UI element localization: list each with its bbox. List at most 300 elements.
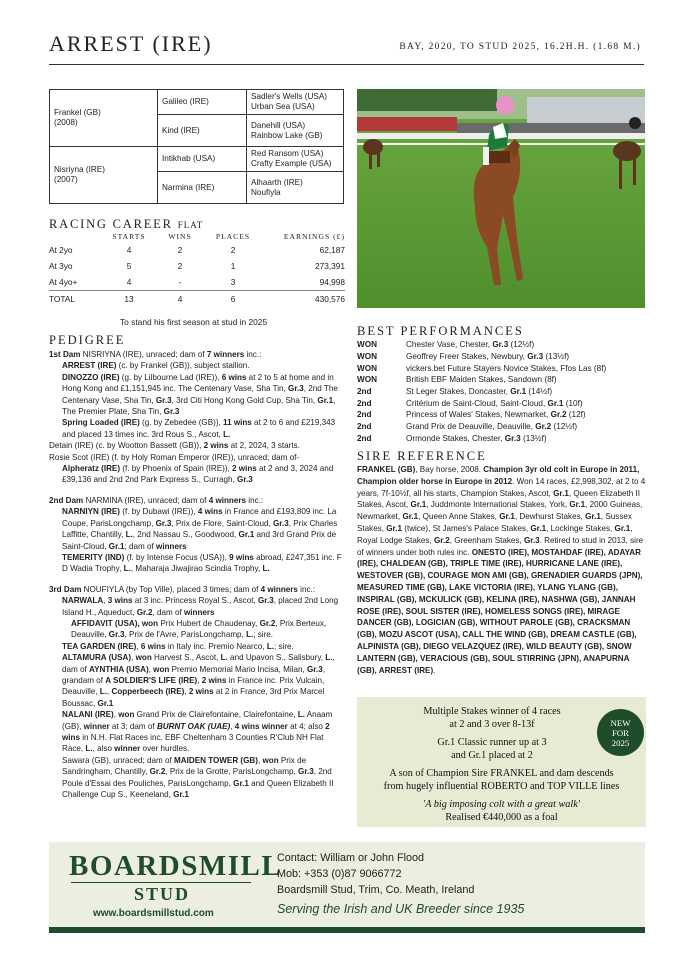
text: Sawara (GB), unraced; dam of xyxy=(62,755,175,765)
text: at 3 inc. Princess Royal S., Ascot, xyxy=(132,596,258,606)
text: at 2 in France, 3rd Prix Marcel Boussac, xyxy=(62,687,325,708)
row-label: At 4yo+ xyxy=(49,277,78,287)
horse-name: AFFIDAVIT (USA) xyxy=(71,618,138,628)
distance: (13½f) xyxy=(543,352,570,362)
text: , Prix Berteux, Deauville, xyxy=(71,618,327,640)
pedigree-entry: Rosie Scot (IRE) (f. by Holy Roman Emperor (IRE)), unraced; dam of- xyxy=(49,452,300,462)
grade: Gr.1 xyxy=(410,500,427,510)
text: , Dewhurst Stakes, xyxy=(514,512,586,522)
pedigree-text xyxy=(49,349,344,800)
pedigree-entry xyxy=(49,641,344,652)
grade: Gr.3 xyxy=(257,596,274,606)
grade: L. xyxy=(297,710,305,720)
distance: (14½f) xyxy=(526,387,553,397)
text: (c. by Frankel (GB)), subject stallion. xyxy=(116,361,250,371)
pedigree-entry xyxy=(49,652,344,709)
dam-label: 2nd Dam xyxy=(49,495,86,505)
text: at 2 to 6 and £219,343 and placed 13 times inc. 3rd Rous S., Ascot, xyxy=(62,418,336,439)
horse-name: NARNIYN (IRE) xyxy=(62,507,121,517)
cell-wins: 2 xyxy=(177,245,183,255)
horse-name: Alpheratz (IRE) xyxy=(62,464,121,474)
grade: Gr.1 xyxy=(547,398,564,408)
pedigree-entry xyxy=(49,755,344,801)
sire-sire-cell: Galileo (IRE) xyxy=(158,90,247,115)
grade: Gr.3 xyxy=(108,630,125,640)
text: , xyxy=(113,710,119,720)
horse-name: BURNT OAK (UAE) xyxy=(156,721,231,731)
text: , Maharaja Jiwajirao Scindia Trophy, xyxy=(130,564,263,574)
badge-text: FOR xyxy=(611,728,630,738)
text: (g. by Lilbourne Lad (IRE)), xyxy=(119,372,222,382)
bold-text: , won xyxy=(137,618,159,628)
cell-starts: 4 xyxy=(126,245,132,255)
bold-text: 6 wins xyxy=(221,372,247,382)
result: 2nd xyxy=(357,398,372,408)
horse-name: AYNTHIA (USA) xyxy=(89,664,149,674)
text: (twice), St James's Palace Stakes, xyxy=(402,523,531,533)
text: , Prix de Flore, Saint-Cloud, xyxy=(171,518,274,528)
bold-text: won xyxy=(118,710,135,720)
grade: Gr.2 xyxy=(149,767,166,777)
grade: L. xyxy=(266,641,275,651)
bold-text: 11 wins xyxy=(223,418,252,428)
promo-line: Multiple Stakes winner of 4 races xyxy=(423,706,561,717)
race: British EBF Maiden Stakes, Sandown (8f) xyxy=(406,375,557,385)
cell-earnings: 430,576 xyxy=(261,291,345,308)
grade: L. xyxy=(85,744,93,754)
sire-dam-parents-cell: Danehill (USA) Rainbow Lake (GB) xyxy=(247,115,344,147)
text: at 2 to 5 at home and in Hong Kong and £1,151,945 inc. The Centenary Vase, Sha Tin, xyxy=(62,372,334,394)
bold-text: won xyxy=(135,653,152,663)
grade: Gr.3 xyxy=(492,340,509,350)
horse-name: TEMERITY (IND) xyxy=(62,552,125,562)
dam-label: 3rd Dam xyxy=(49,584,84,594)
text: in Italy inc. Premio Nearco, xyxy=(165,641,267,651)
text: , 2000 Guineas, Newmarket, xyxy=(357,500,643,522)
bold-text: winner xyxy=(259,721,288,731)
pedigree-entry xyxy=(49,360,344,371)
bold-text: 7 winners xyxy=(206,350,245,359)
cell-places: 3 xyxy=(230,277,236,287)
text: and Upavon S., Salisbury, xyxy=(227,653,326,663)
grade: Gr.1 xyxy=(97,698,114,708)
grade: Gr.3 xyxy=(504,433,521,443)
horse-photo xyxy=(357,89,645,308)
first-dam-line xyxy=(49,349,344,360)
text: , Sussex Stakes, xyxy=(357,512,632,533)
grade: Gr.3 xyxy=(288,384,304,394)
table-row xyxy=(357,421,606,433)
horse-name: Spring Loaded (IRE) xyxy=(62,418,140,428)
promo-line: A son of Champion Sire FRANKEL and dam descends xyxy=(389,768,614,779)
bold-text: won xyxy=(262,755,279,765)
grade: Gr.2 xyxy=(433,535,450,545)
text: Anaam (GB), xyxy=(62,710,333,731)
result: WON xyxy=(357,340,378,350)
dam-sire-parents-cell: Red Ransom (USA) Crafty Example (USA) xyxy=(247,147,344,172)
text: , Queen Anne Stakes, xyxy=(418,512,500,522)
text: , dam of xyxy=(152,607,184,617)
text: , 2nd Nassau S., Goodwood, xyxy=(132,530,239,540)
text: Grand Prix de Clairefontaine, Clairefontaine, xyxy=(134,710,298,720)
horse-name: NALANI (IRE) xyxy=(62,710,114,720)
grade: Gr.1 xyxy=(386,523,402,533)
bold-text: winner xyxy=(114,744,141,754)
result: 2nd xyxy=(357,433,372,443)
dam-label: 1st Dam xyxy=(49,350,83,359)
race: Critérium de Saint-Cloud, Saint-Cloud, xyxy=(406,398,548,408)
horse-name: A SOLDIER'S LIFE (IRE) xyxy=(105,675,198,685)
website-link[interactable]: www.boardsmillstud.com xyxy=(93,908,214,919)
cell-places: 2 xyxy=(230,245,236,255)
page-title: ARREST (IRE) xyxy=(49,31,213,56)
text: , Lockinge Stakes, xyxy=(546,523,615,533)
text: , xyxy=(107,687,112,697)
dam-sire-cell: Intikhab (USA) xyxy=(158,147,247,172)
logo-divider xyxy=(71,882,251,883)
text: , xyxy=(197,675,202,685)
text: NISRIYNA (IRE), unraced; dam of xyxy=(82,350,207,359)
text: , grandam of xyxy=(62,664,325,685)
bold-text: winners xyxy=(183,607,215,617)
grade: Gr.1 xyxy=(510,387,527,397)
table-row xyxy=(357,362,606,374)
result: 2nd xyxy=(357,387,372,397)
text: inc.: xyxy=(246,495,264,505)
text: over hurdles. xyxy=(140,744,190,754)
text: and Queen Elizabeth II Challenge Cup S., Keeneland, xyxy=(62,778,334,800)
text: , Prix Charles Laffitte, Chantilly, xyxy=(62,518,338,540)
grade: Gr.1 xyxy=(530,523,547,533)
logo-stud: STUD xyxy=(134,884,191,904)
table-row xyxy=(357,339,606,351)
table-row xyxy=(49,258,345,274)
text: , The Premier Plate, Sha Tin, xyxy=(62,395,336,417)
table-row xyxy=(357,386,606,398)
cell-starts: 4 xyxy=(126,277,132,287)
text: , Greenham Stakes, xyxy=(449,535,524,545)
horse-name: MAIDEN TOWER (GB) xyxy=(174,755,258,765)
text: at 4; also xyxy=(287,721,326,731)
col-starts: STARTS xyxy=(112,232,146,241)
table-row xyxy=(357,397,606,409)
promo-line: at 2 and 3 over 8-13f xyxy=(449,719,535,730)
row-label: At 3yo xyxy=(49,261,73,271)
text: , Royal Lodge Stakes, xyxy=(357,523,633,545)
text: in N.H. Flat Races inc. EBF Cheltenham 3 Counties R'Club NH Flat Race, xyxy=(62,733,324,754)
cell-starts: 5 xyxy=(126,261,132,271)
text: , Juddmonte International Stakes, York, xyxy=(426,500,570,510)
bold-text: winners xyxy=(156,541,187,551)
badge-text: 2025 xyxy=(611,738,630,748)
grade: L. xyxy=(99,687,107,697)
distance: (12½f) xyxy=(508,340,535,350)
text: ; sire. xyxy=(274,641,294,651)
grade: L. xyxy=(123,564,131,574)
pedigree-heading: PEDIGREE xyxy=(49,333,126,347)
text: ; sire. xyxy=(253,630,274,640)
text: , Prix de la Grotte, ParisLongchamp, xyxy=(165,767,299,777)
best-performances-heading: BEST PERFORMANCES xyxy=(357,324,524,338)
sire-reference-heading: SIRE REFERENCE xyxy=(357,449,487,463)
grade: Gr.3 xyxy=(298,767,314,777)
racing-career-title: RACING CAREER xyxy=(49,217,173,231)
col-places: PLACES xyxy=(215,232,251,241)
text: NARMINA (IRE), unraced; dam of xyxy=(85,495,209,505)
promo-line: Realised €440,000 as a foal xyxy=(445,812,558,823)
racing-career-table xyxy=(49,231,345,307)
sire-cell: Frankel (GB) (2008) xyxy=(50,90,158,147)
grade: Gr.1 xyxy=(108,541,125,551)
text: . Retired to stud in 2013, sire of winners under both rules inc. xyxy=(357,535,644,557)
pedigree-table xyxy=(49,89,344,204)
text: , 2nd Poule d'Essai des Pouliches, ParisLongchamp, xyxy=(62,767,332,788)
dam-dam-parents-cell: Alhaarth (IRE) Noufiyla xyxy=(247,172,344,204)
bold-text: 4 wins xyxy=(197,507,223,517)
text: , Bay horse, 2008. xyxy=(415,465,484,474)
result: 2nd xyxy=(357,410,372,420)
header-divider xyxy=(49,64,644,65)
bold-text: 2 wins xyxy=(201,675,227,685)
bold-text: 2 wins xyxy=(203,441,229,451)
pedigree-entry xyxy=(49,618,344,641)
text: . Won 14 races, £2,998,302, at 2 to 4 years, 7f-10½f, all his starts, Champion Stakes, Ascot, xyxy=(357,476,646,498)
result: 2nd xyxy=(357,422,372,432)
footer xyxy=(49,842,645,933)
bold-text: 4 winners xyxy=(208,495,247,505)
grade: Gr.3 xyxy=(163,407,180,417)
text: , Prix de l'Avre, ParisLongchamp, xyxy=(124,630,247,640)
text: (g. by Zebedee (GB)), xyxy=(139,418,224,428)
tagline: Serving the Irish and UK Breeder since 1935 xyxy=(277,902,525,916)
grade: Gr.1 xyxy=(317,395,334,405)
promo-line: from hugely influential ROBERTO and TOP VILLE lines xyxy=(383,781,620,792)
promo-quote: 'A big imposing colt with a great walk' xyxy=(423,799,580,810)
grade: L. xyxy=(223,429,231,439)
distance: (13½f) xyxy=(520,433,547,443)
bold-text: 4 wins xyxy=(234,721,260,731)
grade: Gr.3 xyxy=(523,535,540,545)
grade: Gr.1 xyxy=(553,488,569,498)
grade: Gr.2 xyxy=(136,607,153,617)
text: , xyxy=(136,641,141,651)
text: , 3rd Citi Hong Kong Gold Cup, Sha Tin, xyxy=(171,395,318,405)
text: , xyxy=(184,687,189,697)
horse-name: DINOZZO (IRE) xyxy=(62,372,120,382)
horse-name: TEA GARDEN (IRE) xyxy=(62,641,137,651)
pedigree-entry xyxy=(49,417,344,440)
row-label: At 2yo xyxy=(49,245,73,255)
table-row xyxy=(49,242,345,258)
text: Prix de Sandringham, Chantilly, xyxy=(62,755,307,777)
result: WON xyxy=(357,352,378,362)
text: in France and £193,809 inc. La Coupe, ParisLongchamp, xyxy=(62,507,337,528)
pedigree-entry xyxy=(49,440,344,451)
pedigree-entry xyxy=(49,372,344,418)
bold-text: won xyxy=(153,664,170,674)
cell-wins: 2 xyxy=(177,261,183,271)
result: WON xyxy=(357,375,378,385)
result: WON xyxy=(357,363,378,373)
text: ; dam of xyxy=(124,541,157,551)
grade: Gr.2 xyxy=(259,618,276,628)
horse-name: ALTAMURA (USA) xyxy=(62,653,132,663)
page-subtitle: BAY, 2020, TO STUD 2025, 16.2H.H. (1.68 M.) xyxy=(399,42,641,52)
contact-block xyxy=(277,850,474,898)
dam-cell: Nisriyna (IRE) (2007) xyxy=(50,147,158,204)
race: Ormonde Stakes, Chester, xyxy=(406,433,505,443)
horse-name: Copperbeech (IRE) xyxy=(111,687,185,697)
text: , xyxy=(131,653,136,663)
text: (f. by Phoenix of Spain (IRE)), xyxy=(120,464,233,474)
contact-names: Contact: William or John Flood xyxy=(277,852,425,864)
pedigree-entry xyxy=(49,552,344,575)
pedigree-entry xyxy=(49,709,344,755)
text: , xyxy=(257,755,263,765)
race: Grand Prix de Deauville, Deauville, xyxy=(406,422,536,432)
sire-name: FRANKEL (GB) xyxy=(357,465,416,474)
text: at 2, 2024, 3 starts. xyxy=(228,441,300,451)
text: , xyxy=(230,721,235,731)
grade: L. xyxy=(262,564,270,574)
horse-name: ARREST (IRE) xyxy=(62,361,117,371)
cell-earnings: 94,998 xyxy=(319,277,345,287)
best-performances-table xyxy=(357,339,606,444)
grade: Gr.1 xyxy=(238,530,255,540)
race: vickers.bet Future Stayers Novice Stakes, Ffos Las (8f) xyxy=(406,363,607,373)
sire-dam-cell: Kind (IRE) xyxy=(158,115,247,147)
grade: Gr.1 xyxy=(569,500,586,510)
grade: Gr.3 xyxy=(237,475,253,485)
text: Harvest S., Ascot, xyxy=(151,653,221,663)
grade: L. xyxy=(125,530,133,540)
bold-text: 9 wins xyxy=(229,552,254,562)
race: Princess of Wales' Stakes, Newmarket, xyxy=(406,410,551,420)
horse-name: NARWALA xyxy=(62,596,104,606)
grade: Gr.3 xyxy=(306,664,323,674)
race: St Leger Stakes, Doncaster, xyxy=(406,387,511,397)
grade: L. xyxy=(220,653,228,663)
second-dam-line xyxy=(49,495,344,506)
text: at 2 and 3, 2024 and £39,136 and 2nd 2nd Park Express S., Curragh, xyxy=(62,464,334,485)
text: and 3rd Grand Prix de Saint-Cloud, xyxy=(62,530,337,551)
pedigree-entry xyxy=(49,595,344,618)
contact-address: Boardsmill Stud, Trim, Co. Meath, Ireland xyxy=(277,884,475,896)
text: , xyxy=(148,664,154,674)
promo-line: and Gr.1 placed at 2 xyxy=(451,750,533,761)
text: Premio Memorial Mario Incisa, Milan, xyxy=(169,664,307,674)
cell-places: 6 xyxy=(205,291,261,308)
grade: Gr.3 xyxy=(155,518,172,528)
text: NOUFIYLA (by Top Ville), placed 3 times; dam of xyxy=(83,584,261,594)
pedigree-entry xyxy=(49,463,344,486)
cell-places: 1 xyxy=(230,261,236,271)
text: , placed 2nd Long Island H., Aqueduct, xyxy=(62,596,339,617)
bold-text: Champion 3yr old colt in Europe in 2011, Champion older horse in Europe in 2012 xyxy=(357,465,640,486)
bold-text: winner xyxy=(83,721,110,731)
grade: Gr.1 xyxy=(614,523,631,533)
promo-box xyxy=(357,697,646,827)
row-label: TOTAL xyxy=(49,291,103,308)
grade: Gr.3 xyxy=(273,518,289,528)
cell-starts: 13 xyxy=(103,291,155,308)
stud-note: To stand his first season at stud in 2025 xyxy=(120,317,268,327)
progeny-list: ONESTO (IRE), MOSTAHDAF (IRE), ADAYAR (IRE), CHALDEAN (GB), TRIPLE TIME (IRE), HURRICANE LANE (IRE), WESTOVER (GB), COURAGE MON AMI (GB), GRENADIER GUARDS (JPN), MEASURED TIME (GB), LAKE VICTORIA (IRE), YLANG YLANG (GB), INSPIRAL (GB), MCKULICK (GB), KELINA (IRE), NASHWA (GB), JANNAH ROSE (IRE), SOUL SISTER (IRE), HOMELESS SONGS (IRE), MIRAGE DANCER (GB), LOGICIAN (GB), WITHOUT PAROLE (GB), CRACKSMAN (GB), MOZU ASCOT (USA), CALL THE WIND (GB), DREAM CASTLE (GB), ALPINISTA (GB), DIEGO VELAZQUEZ (IRE), WILD BEAUTY (GB), SNOW LANTERN (GB), VERACIOUS (GB), SOUL STIRRING (JPN), ANAPURNA (GB), ARREST (IRE) xyxy=(357,547,643,675)
table-row xyxy=(357,374,606,386)
table-row xyxy=(357,409,606,421)
cell-wins: 4 xyxy=(155,291,205,308)
text: , xyxy=(103,596,108,606)
grade: Gr.1 xyxy=(173,790,189,800)
racing-career-heading xyxy=(49,217,203,232)
cell-earnings: 62,187 xyxy=(319,245,345,255)
grade: Gr.1 xyxy=(233,778,249,788)
text: , dam of xyxy=(62,653,335,674)
grade: L. xyxy=(246,630,254,640)
text: Detain (IRE) (c. by Wootton Bassett (GB)), xyxy=(49,441,204,451)
grade: L. xyxy=(325,653,333,663)
grade: Gr.1 xyxy=(585,512,601,522)
text: . xyxy=(433,665,436,675)
logo-boardsmill: BOARDSMILL xyxy=(69,850,283,882)
cell-wins: - xyxy=(178,277,182,287)
table-row xyxy=(357,433,606,445)
racing-career-flat: FLAT xyxy=(177,220,204,230)
text: inc.: xyxy=(297,584,316,594)
grade: Gr.2 xyxy=(550,410,567,420)
race: Chester Vase, Chester, xyxy=(406,340,493,350)
bold-text: 4 winners xyxy=(260,584,298,594)
bold-text: 6 wins xyxy=(140,641,166,651)
text: , Queen Elizabeth II Stakes, Ascot, xyxy=(357,488,640,510)
grade: Gr.2 xyxy=(535,422,552,432)
badge-text: NEW xyxy=(610,718,631,728)
bold-text: 2 wins xyxy=(188,687,214,697)
sire-reference-text xyxy=(357,464,647,676)
col-wins: WINS xyxy=(168,232,192,241)
new-for-2025-badge xyxy=(597,709,644,756)
text: Prix Hubert de Chaudenay, xyxy=(158,618,260,628)
grade: Gr.3 xyxy=(527,352,544,362)
bold-text: 2 wins xyxy=(62,721,330,742)
grade: Gr.1 xyxy=(402,512,419,522)
text: in France inc. Prix Vulcain, Deauville, xyxy=(62,675,325,697)
contact-mobile: Mob: +353 (0)87 9066772 xyxy=(277,868,402,880)
pedigree-entry xyxy=(49,506,344,552)
table-row xyxy=(357,351,606,363)
bold-text: 2 wins xyxy=(232,464,257,474)
text: (f. by Dubawi (IRE)), xyxy=(120,507,198,517)
col-earnings: EARNINGS (£) xyxy=(283,232,345,241)
race: Geoffrey Freer Stakes, Newbury, xyxy=(406,352,528,362)
promo-line: Gr.1 Classic runner up at 3 xyxy=(437,737,547,748)
grade: Gr.3 xyxy=(155,395,172,405)
distance: (12½f) xyxy=(551,422,578,432)
distance: (12f) xyxy=(566,410,586,420)
third-dam-line xyxy=(49,584,344,595)
text: at 3; dam of xyxy=(109,721,157,731)
sire-sire-parents-cell: Sadler's Wells (USA) Urban Sea (USA) xyxy=(247,90,344,115)
distance: (10f) xyxy=(563,398,583,408)
table-row-total xyxy=(49,291,345,308)
dam-dam-cell: Narmina (IRE) xyxy=(158,172,247,204)
text: , 2nd The Centenary Vase, Sha Tin, xyxy=(62,384,338,405)
cell-earnings: 273,391 xyxy=(315,261,345,271)
text: (f. by Intense Focus (USA)), xyxy=(124,552,230,562)
text: inc.: xyxy=(244,350,262,359)
table-row xyxy=(49,274,345,291)
text: , also xyxy=(92,744,115,754)
